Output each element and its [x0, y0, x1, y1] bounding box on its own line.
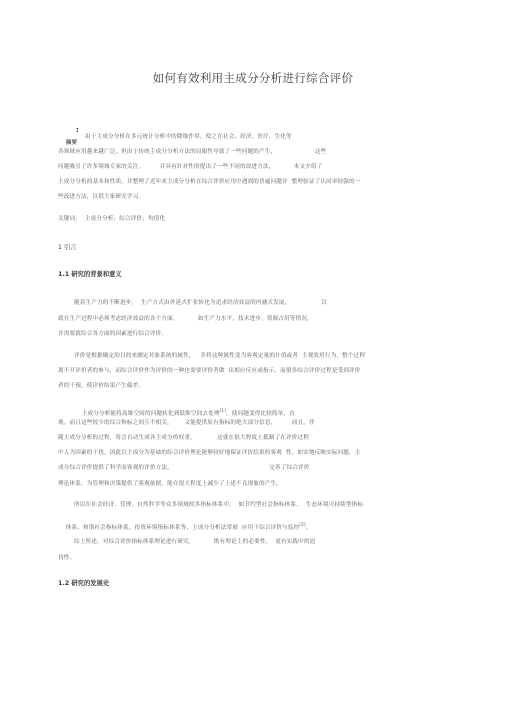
para1-line-3: 并需要就综合各方面的因素进行综合评价。 — [58, 331, 168, 337]
para3-line-5: 成分综合评价提供了科学而客观的评价方法， 完善了综合评价 — [58, 465, 310, 471]
para4-line-1: 所以在社会经济、管理、自然科学等众多领域的多指标体系中， 如节约型社会指标体系、 生态环境可持续型指标 — [74, 502, 364, 508]
para1-line-2: 致在生产过程中必须考虑经济效益的各个方面， 如生产力水平，技术进步，资源占用等情况， — [58, 316, 313, 322]
para4-line-2-text: 体系、和谐社会指标体系、投资环境指标体系等，主成分分析法常被 应用于综合评价与监控 — [65, 524, 300, 531]
document-title: 如何有效利用主成分分析进行综合评价 — [152, 71, 354, 85]
para3-line-3: 随主成分分析的过程，将会自动生成各主成分的权重， 这就在很大程度上抵制了在评价过程 — [58, 435, 309, 441]
para2-line-2: 离不开评价者的参与，而综合评价作为评价的一种也需要评价者做 出相应反应或指示，而很多综合评价过程是受到评价 — [58, 368, 361, 374]
para5-line-1: 综上所述，对综合评价指标体系理论进行研究， 既有理论上的必要性， 更有实践中的迫 — [74, 539, 316, 545]
section-1-heading: 1 引言 — [58, 244, 77, 251]
para2-line-3: 者的干预，使评价结果产生偏差。 — [58, 383, 145, 389]
section-1-2-heading: 1.2 研究的发展史 — [58, 580, 110, 587]
section-1-1-heading: 1.1 研究的背景和意义 — [58, 271, 122, 278]
abstract-line-5: 些改进方法，以供大家研究学习。 — [58, 194, 145, 200]
abstract-line-1: 由于主成分分析在多元统计分析中的降维作用，使之在社会、经济、医疗、生化等 — [85, 134, 292, 140]
abstract-line-3: 问题吸引了许多领域专家的关注， 并具有针对性的提出了一些不同的改进方法， 本文介绍了 — [58, 164, 323, 170]
para3-line-1-tail: ，使问题变得比较简单，直 — [225, 410, 295, 417]
para5-line-2: 切性。 — [58, 555, 76, 561]
para3-line-6: 理论体系，为管理和决策提供了客观依据，能在很大程度上减少了上述不良现象的产生。 — [58, 481, 283, 487]
para2-line-1: 评价是根据确定的目的来测定对象系统的属性， 并将这种属性变为客观定量的计值或者 主观效用行为，整个过程 — [74, 353, 366, 359]
para3-line-1-text: 主成分分析能将高维空间的问题转化到低维空间去处理 — [81, 410, 220, 417]
para4-line-2-tail: 。 — [305, 524, 312, 531]
citation-1: [1] — [219, 408, 226, 413]
keywords: 关键词： 主成分分析；综合评价；均值化 — [58, 216, 166, 222]
para3-line-2: 观，而且这些较少的综合指标之间互不相关， 又能提供原有指标的绝大部分信息， 而且，伴 — [58, 420, 315, 426]
para1-line-1: 随着生产力的不断进步， 生产方式由外延式扩张转化为追求经济效益的内涵式发展， 以 — [74, 300, 327, 306]
citation-2: [2] — [299, 522, 306, 527]
abstract-line-4: 主成分分析的基本和性质，并整理了近年来主成分分析在综合评价应用中遇到的普遍问题并 整理验证了认同率较强的一 — [58, 179, 361, 185]
abstract-label: 摘要 — [65, 140, 78, 146]
abstract-line-2: 各领域应用越来越广泛，但由于传统主成分分析方法的局限性导致了一些问题的产生， 这些 — [58, 149, 327, 155]
abstract-mark: : — [76, 126, 79, 134]
para3-line-4: 中人为因素的干扰，因此以主成分为基础的综合评价理论能够较好地保证评价结果的客观 性，如实地反映实际问题，主 — [58, 450, 361, 456]
para4-line-2 — [58, 516, 311, 537]
